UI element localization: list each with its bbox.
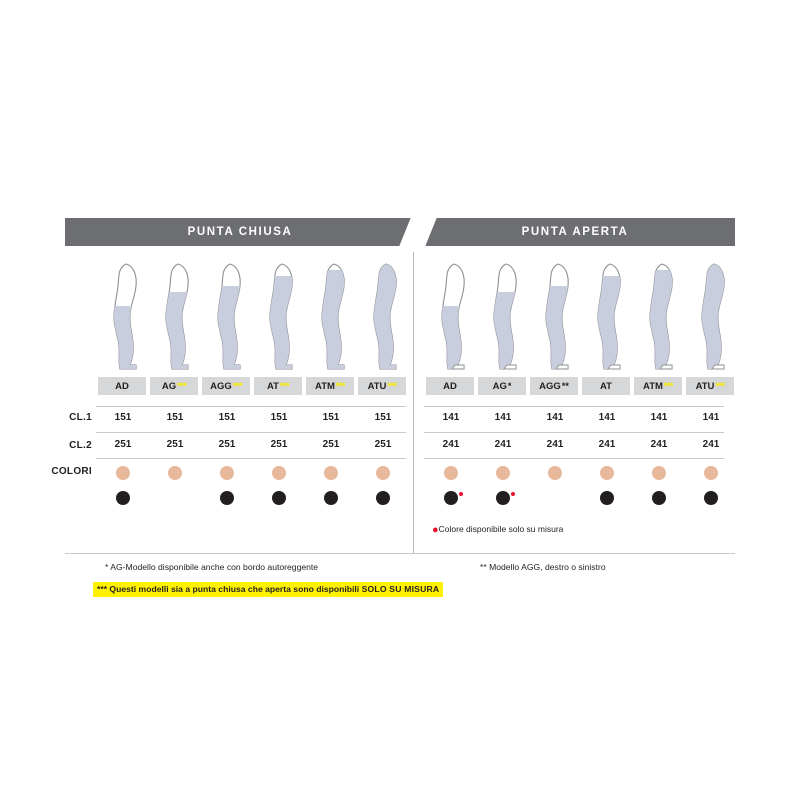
cell-cl1-aperta-agg: 141 bbox=[546, 412, 564, 423]
model-label-aperta-atm bbox=[634, 377, 682, 395]
color-dot-beige-chiusa-ag bbox=[168, 466, 182, 480]
cell-cl2-aperta-atm: 241 bbox=[650, 439, 668, 450]
model-label-chiusa-ad bbox=[98, 377, 146, 395]
leg-figure-chiusa-1 bbox=[152, 262, 202, 372]
model-label-aperta-ag bbox=[478, 377, 526, 395]
color-dot-beige-chiusa-atu bbox=[376, 466, 390, 480]
model-label-chiusa-at bbox=[254, 377, 302, 395]
model-code: AT bbox=[267, 380, 279, 392]
cell-cl2-chiusa-atu: 251 bbox=[374, 439, 392, 450]
cell-cl2-aperta-ad: 241 bbox=[442, 439, 460, 450]
color-dot-black-chiusa-atm bbox=[324, 491, 338, 505]
red-note-text: Colore disponibile solo su misura bbox=[438, 524, 564, 534]
model-star-marker: *** bbox=[177, 381, 187, 391]
model-star-marker: *** bbox=[715, 381, 725, 391]
model-code: AD bbox=[115, 380, 129, 392]
cell-cl2-aperta-at: 241 bbox=[598, 439, 616, 450]
red-mark-aperta-ad bbox=[459, 492, 463, 496]
model-code: AD bbox=[443, 380, 457, 392]
color-dot-beige-aperta-atm bbox=[652, 466, 666, 480]
color-dot-black-chiusa-agg bbox=[220, 491, 234, 505]
color-dot-black-aperta-atu bbox=[704, 491, 718, 505]
leg-figure-svg bbox=[152, 262, 202, 372]
leg-figure-chiusa-2 bbox=[204, 262, 254, 372]
leg-figure-chiusa-5 bbox=[360, 262, 410, 372]
leg-figure-aperta-3 bbox=[584, 262, 634, 372]
cell-cl2-chiusa-ad: 251 bbox=[114, 439, 132, 450]
leg-illustrations-chiusa bbox=[100, 262, 400, 372]
leg-figure-chiusa-0 bbox=[100, 262, 150, 372]
color-dot-beige-chiusa-at bbox=[272, 466, 286, 480]
model-code: AGG bbox=[210, 380, 232, 392]
cell-cl2-chiusa-agg: 251 bbox=[218, 439, 236, 450]
model-star-marker: ** bbox=[561, 381, 569, 391]
header-punta-chiusa: PUNTA CHIUSA bbox=[187, 226, 293, 238]
leg-figure-svg bbox=[532, 262, 582, 372]
model-label-aperta-at bbox=[582, 377, 630, 395]
cell-cl1-aperta-atu: 141 bbox=[702, 412, 720, 423]
leg-figure-svg bbox=[480, 262, 530, 372]
model-label-chiusa-atu bbox=[358, 377, 406, 395]
leg-figure-svg bbox=[308, 262, 358, 372]
color-dot-beige-aperta-agg bbox=[548, 466, 562, 480]
color-dot-beige-chiusa-ad bbox=[116, 466, 130, 480]
cell-cl1-chiusa-ad: 151 bbox=[114, 412, 132, 423]
footnote-two: ** Modello AGG, destro o sinistro bbox=[480, 562, 606, 572]
model-code: ATM bbox=[643, 380, 663, 392]
red-availability-note bbox=[432, 524, 563, 534]
color-dot-black-chiusa-at bbox=[272, 491, 286, 505]
color-dot-beige-aperta-ad bbox=[444, 466, 458, 480]
color-dot-beige-chiusa-atm bbox=[324, 466, 338, 480]
model-label-chiusa-atm bbox=[306, 377, 354, 395]
leg-figure-aperta-0 bbox=[428, 262, 478, 372]
cell-cl1-chiusa-atm: 151 bbox=[322, 412, 340, 423]
model-labels-chiusa bbox=[96, 377, 406, 395]
cell-cl1-aperta-atm: 141 bbox=[650, 412, 668, 423]
model-label-aperta-atu bbox=[686, 377, 734, 395]
row-label-colori: COLORI bbox=[51, 466, 92, 477]
footnote-highlight-strong: SOLO SU MISURA bbox=[361, 584, 440, 594]
color-dot-black-chiusa-atu bbox=[376, 491, 390, 505]
header-band bbox=[65, 218, 735, 246]
leg-figure-aperta-2 bbox=[532, 262, 582, 372]
color-dot-beige-aperta-at bbox=[600, 466, 614, 480]
leg-figure-aperta-4 bbox=[636, 262, 686, 372]
rowline-2-left bbox=[96, 432, 406, 433]
color-dot-black-aperta-ad bbox=[444, 491, 458, 505]
rowline-2-right bbox=[424, 432, 724, 433]
cell-cl2-chiusa-ag: 251 bbox=[166, 439, 184, 450]
cell-cl2-aperta-ag: 241 bbox=[494, 439, 512, 450]
model-star-marker: *** bbox=[663, 381, 673, 391]
rowline-3-right bbox=[424, 458, 724, 459]
footnote-highlight bbox=[93, 582, 443, 597]
rowline-3-left bbox=[96, 458, 406, 459]
model-code: ATU bbox=[695, 380, 715, 392]
rowline-1-left bbox=[96, 406, 406, 407]
model-code: AG bbox=[161, 380, 177, 392]
model-code: AT bbox=[600, 380, 612, 392]
model-star-marker: *** bbox=[279, 381, 289, 391]
footnote-one: * AG-Modello disponibile anche con bordo autoreggente bbox=[105, 562, 319, 572]
color-dot-black-aperta-atm bbox=[652, 491, 666, 505]
leg-figure-svg bbox=[204, 262, 254, 372]
model-code: ATU bbox=[367, 380, 387, 392]
leg-figure-svg bbox=[584, 262, 634, 372]
color-dot-black-chiusa-ad bbox=[116, 491, 130, 505]
cell-cl1-aperta-ag: 141 bbox=[494, 412, 512, 423]
leg-figure-chiusa-3 bbox=[256, 262, 306, 372]
red-mark-aperta-ag bbox=[511, 492, 515, 496]
cell-cl1-chiusa-agg: 151 bbox=[218, 412, 236, 423]
color-dot-beige-aperta-ag bbox=[496, 466, 510, 480]
color-dot-black-aperta-at bbox=[600, 491, 614, 505]
leg-figure-aperta-1 bbox=[480, 262, 530, 372]
color-dot-beige-aperta-atu bbox=[704, 466, 718, 480]
model-label-aperta-ad bbox=[426, 377, 474, 395]
cell-cl2-chiusa-atm: 251 bbox=[322, 439, 340, 450]
section-divider bbox=[413, 252, 414, 554]
color-dot-beige-chiusa-agg bbox=[220, 466, 234, 480]
leg-figure-aperta-5 bbox=[688, 262, 738, 372]
cell-cl2-aperta-atu: 241 bbox=[702, 439, 720, 450]
model-label-aperta-agg bbox=[530, 377, 578, 395]
cell-cl1-aperta-ad: 141 bbox=[442, 412, 460, 423]
cell-cl2-aperta-agg: 241 bbox=[546, 439, 564, 450]
rowline-1-right bbox=[424, 406, 724, 407]
leg-figure-chiusa-4 bbox=[308, 262, 358, 372]
cell-cl1-chiusa-ag: 151 bbox=[166, 412, 184, 423]
model-star-marker: *** bbox=[232, 381, 242, 391]
footer-divider bbox=[65, 553, 735, 554]
footnote-highlight-prefix: *** Questi modelli sia a punta chiusa che aperta sono disponibili bbox=[97, 584, 362, 594]
model-code: ATM bbox=[315, 380, 335, 392]
cell-cl1-aperta-at: 141 bbox=[598, 412, 616, 423]
cell-cl1-chiusa-atu: 151 bbox=[374, 412, 392, 423]
model-star-marker: * bbox=[507, 381, 512, 391]
model-labels-aperta bbox=[424, 377, 724, 395]
model-label-chiusa-ag bbox=[150, 377, 198, 395]
leg-illustrations-aperta bbox=[428, 262, 718, 372]
model-code: AGG bbox=[539, 380, 561, 392]
row-label-cl2: CL.2 bbox=[69, 440, 92, 451]
leg-figure-svg bbox=[100, 262, 150, 372]
leg-figure-svg bbox=[688, 262, 738, 372]
model-label-chiusa-agg bbox=[202, 377, 250, 395]
color-dot-black-aperta-ag bbox=[496, 491, 510, 505]
red-bullet-icon: ● bbox=[432, 523, 439, 536]
model-star-marker: *** bbox=[335, 381, 345, 391]
leg-figure-svg bbox=[256, 262, 306, 372]
leg-figure-svg bbox=[360, 262, 410, 372]
cell-cl2-chiusa-at: 251 bbox=[270, 439, 288, 450]
row-label-cl1: CL.1 bbox=[69, 412, 92, 423]
model-code: AG bbox=[492, 380, 507, 392]
header-punta-aperta: PUNTA APERTA bbox=[521, 226, 629, 238]
model-star-marker: *** bbox=[387, 381, 397, 391]
cell-cl1-chiusa-at: 151 bbox=[270, 412, 288, 423]
leg-figure-svg bbox=[636, 262, 686, 372]
leg-figure-svg bbox=[428, 262, 478, 372]
